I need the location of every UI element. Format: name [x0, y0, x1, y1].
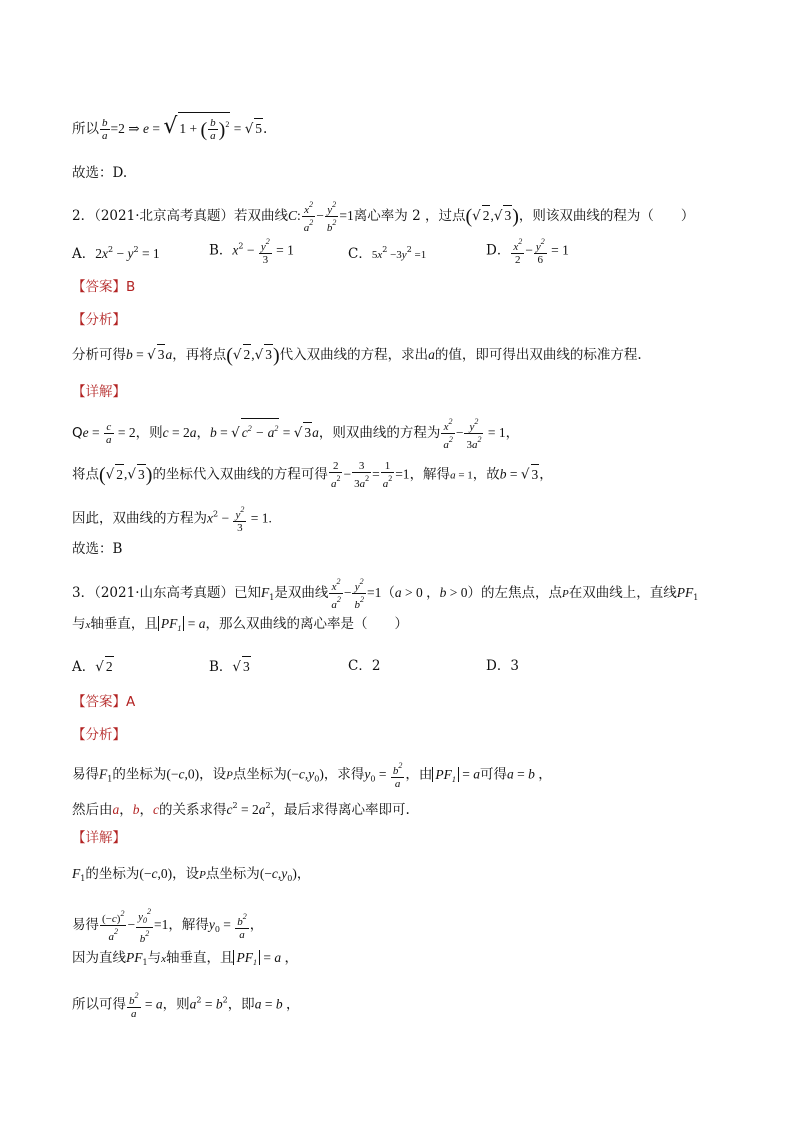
question-2: 2．（2021·北京高考真题）若双曲线C: $\frac{x^2}{a^2}$ − $\frac{y^2}{b^2}$ =1离心率为 2 ，过点(√ 2,√ 3)，则该双曲线的程为（ ）: [72, 200, 695, 234]
detail-label: 【详解】: [72, 830, 126, 846]
analysis-text: 易得$F_1$的坐标为(−c,0)，设P点坐标为$(-c,y_0)$，求得$y_0$ = $\frac{b^2}{a}$ ，由 $PF_1 = a$可得a = b ，: [72, 761, 552, 790]
analysis-text: 分析可得b = √ 3a，再将点(√ 2,√ 3)代入双曲线的方程，求出a的值，即可得出双曲线的标准方程.: [72, 344, 642, 367]
answer-label: 【答案】A: [72, 694, 136, 710]
text-line: 所以 $\frac{b}{a}$ =2 ⇒ e = √ 1 + ( $\frac{b}{a}$ )$^2$ = √ 5.: [72, 114, 268, 143]
formula: $\frac{b}{a}$: [102, 117, 108, 142]
analysis-label: 【分析】: [72, 312, 126, 328]
analysis-text: 然后由a，b，c的关系求得$c^2 = 2a^2$，最后求得离心率即可.: [72, 801, 410, 818]
detail-text: Qe = $\frac{c}{a}$ = 2，则c = 2a，b = √ $c^2 - a^2$ = √ 3a，则双曲线的方程为 $\frac{x^2}{a^2}$ − $\frac{y^2}{3a^2}$ = 1，: [72, 417, 520, 451]
text: .: [263, 121, 268, 137]
text-line: [72, 163, 734, 183]
text: 2．（2021·北京高考真题）若双曲线: [72, 208, 288, 224]
question-3-cont: 与x轴垂直，且 $PF_1 = a$，那么双曲线的离心率是（ ）: [72, 616, 409, 633]
question-3-options: [72, 656, 734, 680]
question-2-options: [72, 237, 734, 266]
detail-text: 因为直线$PF_1$与x轴垂直，且 $PF_1 = a$ ，: [72, 950, 298, 967]
detail-label: 【详解】: [72, 384, 126, 400]
detail-text: 所以可得 $\frac{b^2}{a}$ = a，则$a^2 = b^2$，即a = b ，: [72, 991, 300, 1020]
option-b: B．$x^2$ − $\frac{y^2}{3}$ = 1: [209, 237, 294, 266]
option-a: A．$2x^2 - y^2 = 1$: [72, 245, 160, 262]
text-line: 故选：B: [72, 541, 123, 557]
option-c: C．2: [348, 658, 381, 674]
question-3: 3．（2021·山东高考真题）已知$F_1$是双曲线 $\frac{x^2}{a^2}$ − $\frac{y^2}{b^2}$ =1（a > 0 ，b > 0）的左焦点，点P在双曲线上，直线$PF_1$: [72, 577, 699, 611]
text: ，则该双曲线的程为（ ）: [518, 208, 695, 224]
option-c: C．$5x^2 -3y^2 =1$: [348, 245, 427, 262]
answer-label: 【答案】B: [72, 279, 136, 295]
option-b: B．√ 3: [209, 656, 251, 677]
text: 离心率为 2 ，过点: [353, 208, 466, 224]
analysis-label: 【分析】: [72, 727, 126, 743]
option-a: A．√ 2: [72, 656, 114, 677]
option-d: D．3: [486, 658, 519, 674]
text: 故选：D.: [72, 165, 128, 181]
detail-text: $F_1$的坐标为(−c,0)，设P点坐标为$(-c,y_0)$，: [72, 866, 311, 883]
detail-text: 易得 $\frac{(-c)^2}{a^2}$ − $\frac{y_0^2}{b^2}$ =1，解得$y_0$ = $\frac{b^2}{a}$ ，: [72, 907, 264, 945]
detail-text: 将点(√ 2,√ 3)的坐标代入双曲线的方程可得 $\frac{2}{a^2}$ − $\frac{3}{3a^2}$ = $\frac{1}{a^2}$ =1，解得a = 1，故b = √ 3，: [72, 460, 553, 490]
text: 所以: [72, 121, 99, 137]
option-d: D． $\frac{x^2}{2}$ − $\frac{y^2}{6}$ = 1: [486, 237, 569, 266]
detail-text: 因此，双曲线的方程为$x^2$ − $\frac{y^2}{3}$ = 1.: [72, 505, 272, 534]
